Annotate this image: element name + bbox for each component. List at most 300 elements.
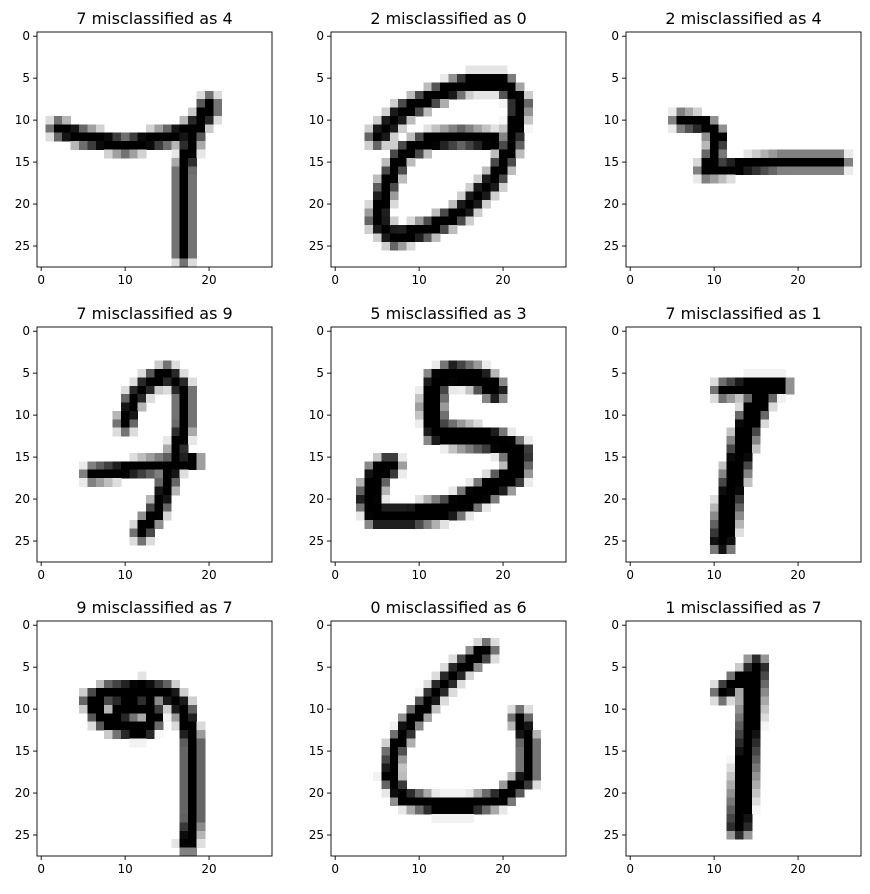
pixel [423,150,432,159]
pixel [171,175,180,184]
pixel [62,124,71,133]
pixel [381,166,390,175]
pixel [524,453,533,462]
pixel [727,158,736,167]
pixel [457,428,466,437]
pixel [752,150,761,159]
pixel [129,461,138,470]
pixel [760,705,769,714]
pixel [196,814,205,823]
pixel [163,124,172,133]
pixel [449,141,458,150]
pixel [180,386,189,395]
pixel [188,755,197,764]
pixel [180,722,189,731]
pixel [440,386,449,395]
pixel [760,697,769,706]
pixel [702,158,711,167]
pixel [390,780,399,789]
pixel [499,141,508,150]
pixel [423,512,432,521]
pixel [482,797,491,806]
pixel [423,91,432,100]
pixel [752,730,761,739]
pixel [465,66,474,75]
pixel [398,124,407,133]
y-tick-label: 0 [316,29,324,44]
pixel [171,394,180,403]
pixel [96,141,105,150]
pixel [398,470,407,479]
pixel [490,394,499,403]
pixel [398,116,407,125]
pixel [188,259,197,268]
pixel [482,124,491,133]
pixel [516,141,525,150]
pixel [171,428,180,437]
pixel [163,361,172,370]
pixel [381,208,390,217]
pixel [180,797,189,806]
pixel [381,191,390,200]
pixel [129,150,138,159]
pixel [121,470,130,479]
pixel [457,436,466,445]
pixel [440,124,449,133]
pixel [499,150,508,159]
pixel [155,133,164,142]
pixel [449,428,458,437]
pixel [516,705,525,714]
pixel [760,411,769,420]
pixel [702,116,711,125]
pixel [693,166,702,175]
pixel [381,183,390,192]
pixel [440,503,449,512]
pixel [760,713,769,722]
pixel [423,82,432,91]
pixel [415,688,424,697]
pixel [180,764,189,773]
pixel [735,158,744,167]
pixel [146,537,155,546]
y-tick-label: 5 [611,660,619,675]
pixel [507,141,516,150]
pixel [482,175,491,184]
pixel [163,486,172,495]
pixel [457,419,466,428]
pixel [171,705,180,714]
pixel [516,91,525,100]
pixel [54,133,63,142]
pixel [381,124,390,133]
pixel [507,74,516,83]
pixel [390,191,399,200]
pixel [752,780,761,789]
pixel [373,470,382,479]
pixel [129,520,138,529]
pixel [710,512,719,521]
pixel [752,755,761,764]
pixel [457,208,466,217]
pixel [171,436,180,445]
pixel [516,108,525,117]
pixel [507,445,516,454]
pixel [415,503,424,512]
pixel [718,537,727,546]
pixel [188,233,197,242]
pixel [398,747,407,756]
pixel [744,713,753,722]
pixel [381,133,390,142]
digit-image [365,66,533,251]
pixel [171,225,180,234]
pixel [113,713,122,722]
pixel [474,495,483,504]
pixel [138,688,147,697]
pixel [744,655,753,664]
pixel [727,822,736,831]
pixel [718,545,727,554]
pixel [710,495,719,504]
pixel [752,789,761,798]
pixel [356,495,365,504]
pixel [171,377,180,386]
pixel [432,233,441,242]
pixel [482,394,491,403]
pixel [163,445,172,454]
pixel [196,141,205,150]
pixel [398,764,407,773]
pixel [490,369,499,378]
pixel [365,225,374,234]
pixel [507,108,516,117]
pixel [432,705,441,714]
pixel [710,503,719,512]
pixel [440,789,449,798]
pixel [87,461,96,470]
pixel [532,747,541,756]
pixel [524,124,533,133]
pixel [524,764,533,773]
pixel [482,361,491,370]
pixel [499,445,508,454]
pixel [499,386,508,395]
pixel [482,66,491,75]
pixel [844,166,853,175]
pixel [760,394,769,403]
pixel [423,99,432,108]
pixel [390,166,399,175]
pixel [121,141,130,150]
pixel [415,233,424,242]
pixel [727,478,736,487]
pixel [676,108,685,117]
pixel [381,200,390,209]
pixel [752,722,761,731]
x-tick-label: 20 [790,568,806,582]
pixel [440,411,449,420]
pixel [752,166,761,175]
pixel [499,158,508,167]
pixel [113,428,122,437]
pixel [121,697,130,706]
pixel [702,175,711,184]
pixel [415,512,424,521]
pixel [744,663,753,672]
x-tick-label: 0 [626,273,635,287]
subplot-1 [15,9,272,287]
pixel [129,419,138,428]
pixel [163,141,172,150]
pixel [180,453,189,462]
pixel [71,124,80,133]
pixel [138,739,147,748]
pixel [163,705,172,714]
pixel [499,478,508,487]
pixel [449,369,458,378]
pixel [727,436,736,445]
pixel [129,403,138,412]
pixel [735,495,744,504]
pixel [819,158,828,167]
pixel [390,108,399,117]
pixel [710,386,719,395]
pixel [524,747,533,756]
pixel [390,200,399,209]
pixel [718,478,727,487]
pixel [188,150,197,159]
pixel [155,512,164,521]
x-tick-label: 10 [117,273,133,287]
pixel [524,91,533,100]
pixel [390,730,399,739]
pixel [482,436,491,445]
pixel [138,386,147,395]
pixel [373,141,382,150]
pixel [440,436,449,445]
pixel [121,419,130,428]
pixel [499,74,508,83]
pixel [752,655,761,664]
pixel [205,116,214,125]
pixel [744,747,753,756]
pixel [718,688,727,697]
pixel [113,478,122,487]
pixel [499,377,508,386]
pixel [507,436,516,445]
pixel [180,411,189,420]
pixel [752,688,761,697]
pixel [381,495,390,504]
pixel [188,730,197,739]
pixel [457,82,466,91]
pixel [524,99,533,108]
pixel [760,688,769,697]
pixel [490,74,499,83]
pixel [735,722,744,731]
pixel [121,386,130,395]
pixel [146,394,155,403]
pixel [490,191,499,200]
pixel [718,520,727,529]
pixel [727,806,736,815]
pixel [474,486,483,495]
subplot-title: 5 misclassified as 3 [370,304,527,323]
pixel [457,445,466,454]
pixel [465,797,474,806]
pixel [138,537,147,546]
pixel [744,772,753,781]
pixel [516,780,525,789]
pixel [180,470,189,479]
y-tick-label: 15 [308,155,324,170]
pixel [129,428,138,437]
pixel [735,739,744,748]
pixel [180,436,189,445]
pixel [465,74,474,83]
y-tick-label: 25 [603,239,619,254]
pixel [146,722,155,731]
pixel [507,722,516,731]
pixel [188,208,197,217]
pixel [752,445,761,454]
pixel [449,663,458,672]
pixel [155,486,164,495]
pixel [524,730,533,739]
pixel [516,99,525,108]
pixel [155,730,164,739]
pixel [693,124,702,133]
pixel [440,663,449,672]
pixel [381,217,390,226]
pixel [524,722,533,731]
pixel [188,461,197,470]
pixel [129,528,138,537]
pixel [465,82,474,91]
pixel [499,461,508,470]
pixel [180,428,189,437]
pixel [474,445,483,454]
pixel [735,780,744,789]
subplot-2 [309,9,566,287]
y-tick-label: 0 [316,324,324,339]
pixel [180,250,189,259]
pixel [390,722,399,731]
pixel [802,150,811,159]
pixel [180,158,189,167]
pixel [180,445,189,454]
pixel [735,797,744,806]
pixel [440,520,449,529]
pixel [744,478,753,487]
pixel [390,158,399,167]
pixel [415,150,424,159]
pixel [474,386,483,395]
pixel [79,133,88,142]
y-tick-label: 10 [14,113,30,128]
pixel [365,141,374,150]
pixel [138,680,147,689]
y-tick-label: 25 [308,828,324,843]
pixel [129,730,138,739]
pixel [407,91,416,100]
pixel [474,478,483,487]
pixel [499,99,508,108]
pixel [113,680,122,689]
pixel [802,158,811,167]
pixel [727,688,736,697]
pixel [180,780,189,789]
pixel [516,82,525,91]
y-tick-label: 5 [22,71,30,86]
pixel [146,470,155,479]
pixel [777,386,786,395]
pixel [685,124,694,133]
pixel [356,503,365,512]
pixel [180,739,189,748]
pixel [423,141,432,150]
pixel [121,722,130,731]
pixel [432,789,441,798]
y-tick-label: 0 [22,324,30,339]
pixel [407,730,416,739]
pixel [482,470,491,479]
pixel [449,495,458,504]
pixel [465,200,474,209]
pixel [449,361,458,370]
pixel [146,705,155,714]
pixel [482,646,491,655]
pixel [188,822,197,831]
subplot-title: 1 misclassified as 7 [665,598,822,617]
pixel [752,411,761,420]
y-tick-label: 10 [14,702,30,717]
pixel [490,797,499,806]
pixel [45,133,54,142]
pixel [398,242,407,251]
pixel [516,470,525,479]
pixel [710,141,719,150]
pixel [727,377,736,386]
pixel [390,755,399,764]
pixel [138,394,147,403]
pixel [702,150,711,159]
pixel [365,486,374,495]
pixel [96,124,105,133]
pixel [188,242,197,251]
y-tick-label: 10 [308,702,324,717]
pixel [188,166,197,175]
pixel [171,445,180,454]
pixel [365,124,374,133]
pixel [171,403,180,412]
pixel [196,133,205,142]
pixel [693,116,702,125]
pixel [138,369,147,378]
pixel [155,124,164,133]
pixel [96,722,105,731]
pixel [407,797,416,806]
pixel [171,386,180,395]
y-tick-label: 20 [14,197,30,212]
subplot-9 [604,598,861,876]
pixel [693,158,702,167]
pixel [474,183,483,192]
pixel [735,697,744,706]
pixel [398,512,407,521]
pixel [482,445,491,454]
